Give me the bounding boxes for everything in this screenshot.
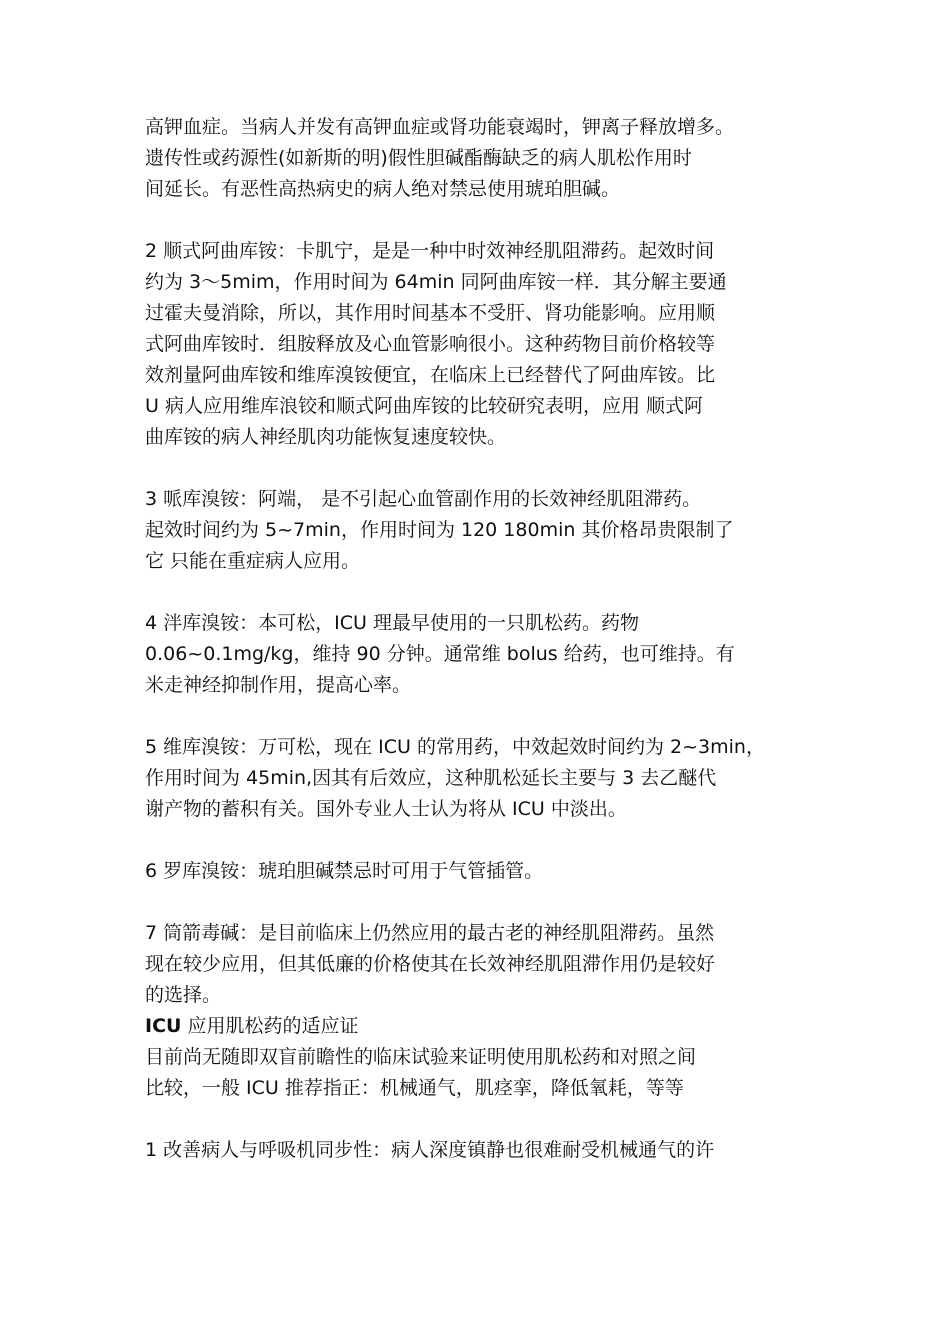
text-line: 2 顺式阿曲库铵：卡肌宁，是是一种中时效神经肌阻滞药。起效时间: [145, 240, 715, 262]
text-line: 作用时间为 45min,因其有后效应，这种肌松延长主要与 3 去乙醚代: [145, 767, 717, 789]
text-line: U 病人应用维库浪铰和顺式阿曲库铵的比较研究表明，应用 顺式阿: [145, 395, 703, 417]
paragraph-rocuronium: [145, 856, 815, 887]
text-line: 约为 3～5mim，作用时间为 64min 同阿曲库铵一样．其分解主要通: [145, 271, 727, 293]
paragraph-cisatracurium: [145, 236, 815, 453]
text-line: 式阿曲库铵时．组胺释放及心血管影响很小。这种药物目前价格较等: [145, 333, 716, 355]
text-line: 6 罗库溴铵：琥珀胆碱禁忌时可用于气管插管。: [145, 860, 544, 882]
paragraph-pipecuronium: [145, 484, 815, 577]
paragraph-vecuronium: [145, 732, 815, 825]
text-line: 现在较少应用，但其低廉的价格使其在长效神经肌阻滞作用仍是较好: [145, 953, 716, 975]
text-line: 目前尚无随即双盲前瞻性的临床试验来证明使用肌松药和对照之间: [145, 1046, 697, 1068]
text-line: 5 维库溴铵：万可松，现在 ICU 的常用药，中效起效时间约为 2~3min，: [145, 736, 765, 758]
text-line: 效剂量阿曲库铵和维库溴铵便宜，在临床上已经替代了阿曲库铵。比: [145, 364, 716, 386]
paragraph-pancuronium: [145, 608, 815, 701]
paragraph-indication-1: [145, 1135, 815, 1166]
paragraph-hyperkalemia-note: [145, 112, 815, 205]
text-line: 过霍夫曼消除，所以，其作用时间基本不受肝、肾功能影响。应用顺: [145, 302, 716, 324]
section-heading: [145, 1011, 815, 1042]
text-line: 4 泮库溴铵：本可松，ICU 理最早使用的一只肌松药。药物: [145, 612, 639, 634]
text-line: 7 筒箭毒碱：是目前临床上仍然应用的最古老的神经肌阻滞药。虽然: [145, 922, 715, 944]
document-body: [145, 112, 815, 1166]
text-line: 它 只能在重症病人应用。: [145, 550, 361, 572]
text-line: 谢产物的蓄积有关。国外专业人士认为将从 ICU 中淡出。: [145, 798, 627, 820]
text-line: 米走神经抑制作用，提高心率。: [145, 674, 412, 696]
text-line: 间延长。有恶性高热病史的病人绝对禁忌使用琥珀胆碱。: [145, 178, 621, 200]
text-line: 比较，一般 ICU 推荐指正：机械通气，肌痉挛，降低氧耗，等等: [145, 1077, 684, 1099]
section-heading-rest: 应用肌松药的适应证: [181, 1015, 359, 1037]
text-line: 0.06~0.1mg/kg，维持 90 分钟。通常维 bolus 给药，也可维持。有: [145, 643, 735, 665]
text-line: 1 改善病人与呼吸机同步性：病人深度镇静也很难耐受机械通气的许: [145, 1139, 715, 1161]
paragraph-indications-intro: [145, 1042, 815, 1104]
text-line: 3 哌库溴铵：阿端， 是不引起心血管副作用的长效神经肌阻滞药。: [145, 488, 702, 510]
text-line: 的选择。: [145, 984, 222, 1006]
text-line: 遗传性或药源性(如新斯的明)假性胆碱酯酶缺乏的病人肌松作用时: [145, 147, 692, 169]
paragraph-tubocurarine: [145, 918, 815, 1011]
section-heading-line: [145, 1011, 815, 1042]
text-line: 起效时间约为 5~7min，作用时间为 120 180min 其价格昂贵限制了: [145, 519, 734, 541]
text-line: 高钾血症。当病人并发有高钾血症或肾功能衰竭时，钾离子释放增多。: [145, 116, 735, 138]
section-heading-bold: ICU: [145, 1015, 182, 1037]
text-line: 曲库铵的病人神经肌肉功能恢复速度较快。: [145, 426, 507, 448]
